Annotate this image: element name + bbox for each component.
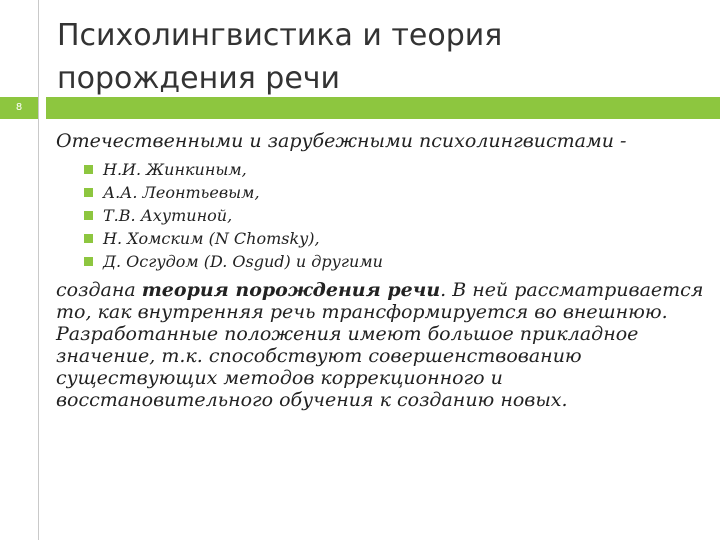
square-bullet-icon <box>84 234 93 243</box>
paragraph-applications: Разработанные положения имеют большое прикладное значение, т.к. способствуют совершенствованию существующих методов коррекционного и восстановительного обучения к созданию новых. <box>56 323 639 411</box>
paragraph-theory <box>56 279 706 323</box>
list-item-text: Т.В. Ахутиной, <box>103 206 233 225</box>
square-bullet-icon <box>84 165 93 174</box>
list-item-text: Н.И. Жинкиным, <box>103 160 247 179</box>
slide-number-badge <box>0 97 38 119</box>
square-bullet-icon <box>84 211 93 220</box>
list-item <box>84 250 706 273</box>
theory-term: теория порождения речи <box>141 279 441 301</box>
list-item-text: Н. Хомским (N Chomsky), <box>103 229 320 248</box>
slide-title: Психолингвистика и теория порождения речи <box>57 18 503 96</box>
list-item-text: Д. Осгудом (D. Osgud) и другими <box>103 252 383 271</box>
intro-text: Отечественными и зарубежными психолингвистами - <box>56 130 627 152</box>
slide-number: 8 <box>15 102 23 113</box>
paragraph-theory-rest: . В ней рассматривается то, как внутренняя речь трансформируется во внешнюю. <box>56 279 704 323</box>
left-margin-divider <box>0 0 39 540</box>
list-item <box>84 158 706 181</box>
list-item-text: А.А. Леонтьевым, <box>103 183 260 202</box>
square-bullet-icon <box>84 257 93 266</box>
title-accent-bar <box>46 97 720 119</box>
square-bullet-icon <box>84 188 93 197</box>
paragraph-theory-lead: создана <box>56 279 142 301</box>
list-item <box>84 204 706 227</box>
author-list <box>56 158 706 273</box>
list-item <box>84 181 706 204</box>
slide-content <box>56 126 706 411</box>
list-item <box>84 227 706 250</box>
